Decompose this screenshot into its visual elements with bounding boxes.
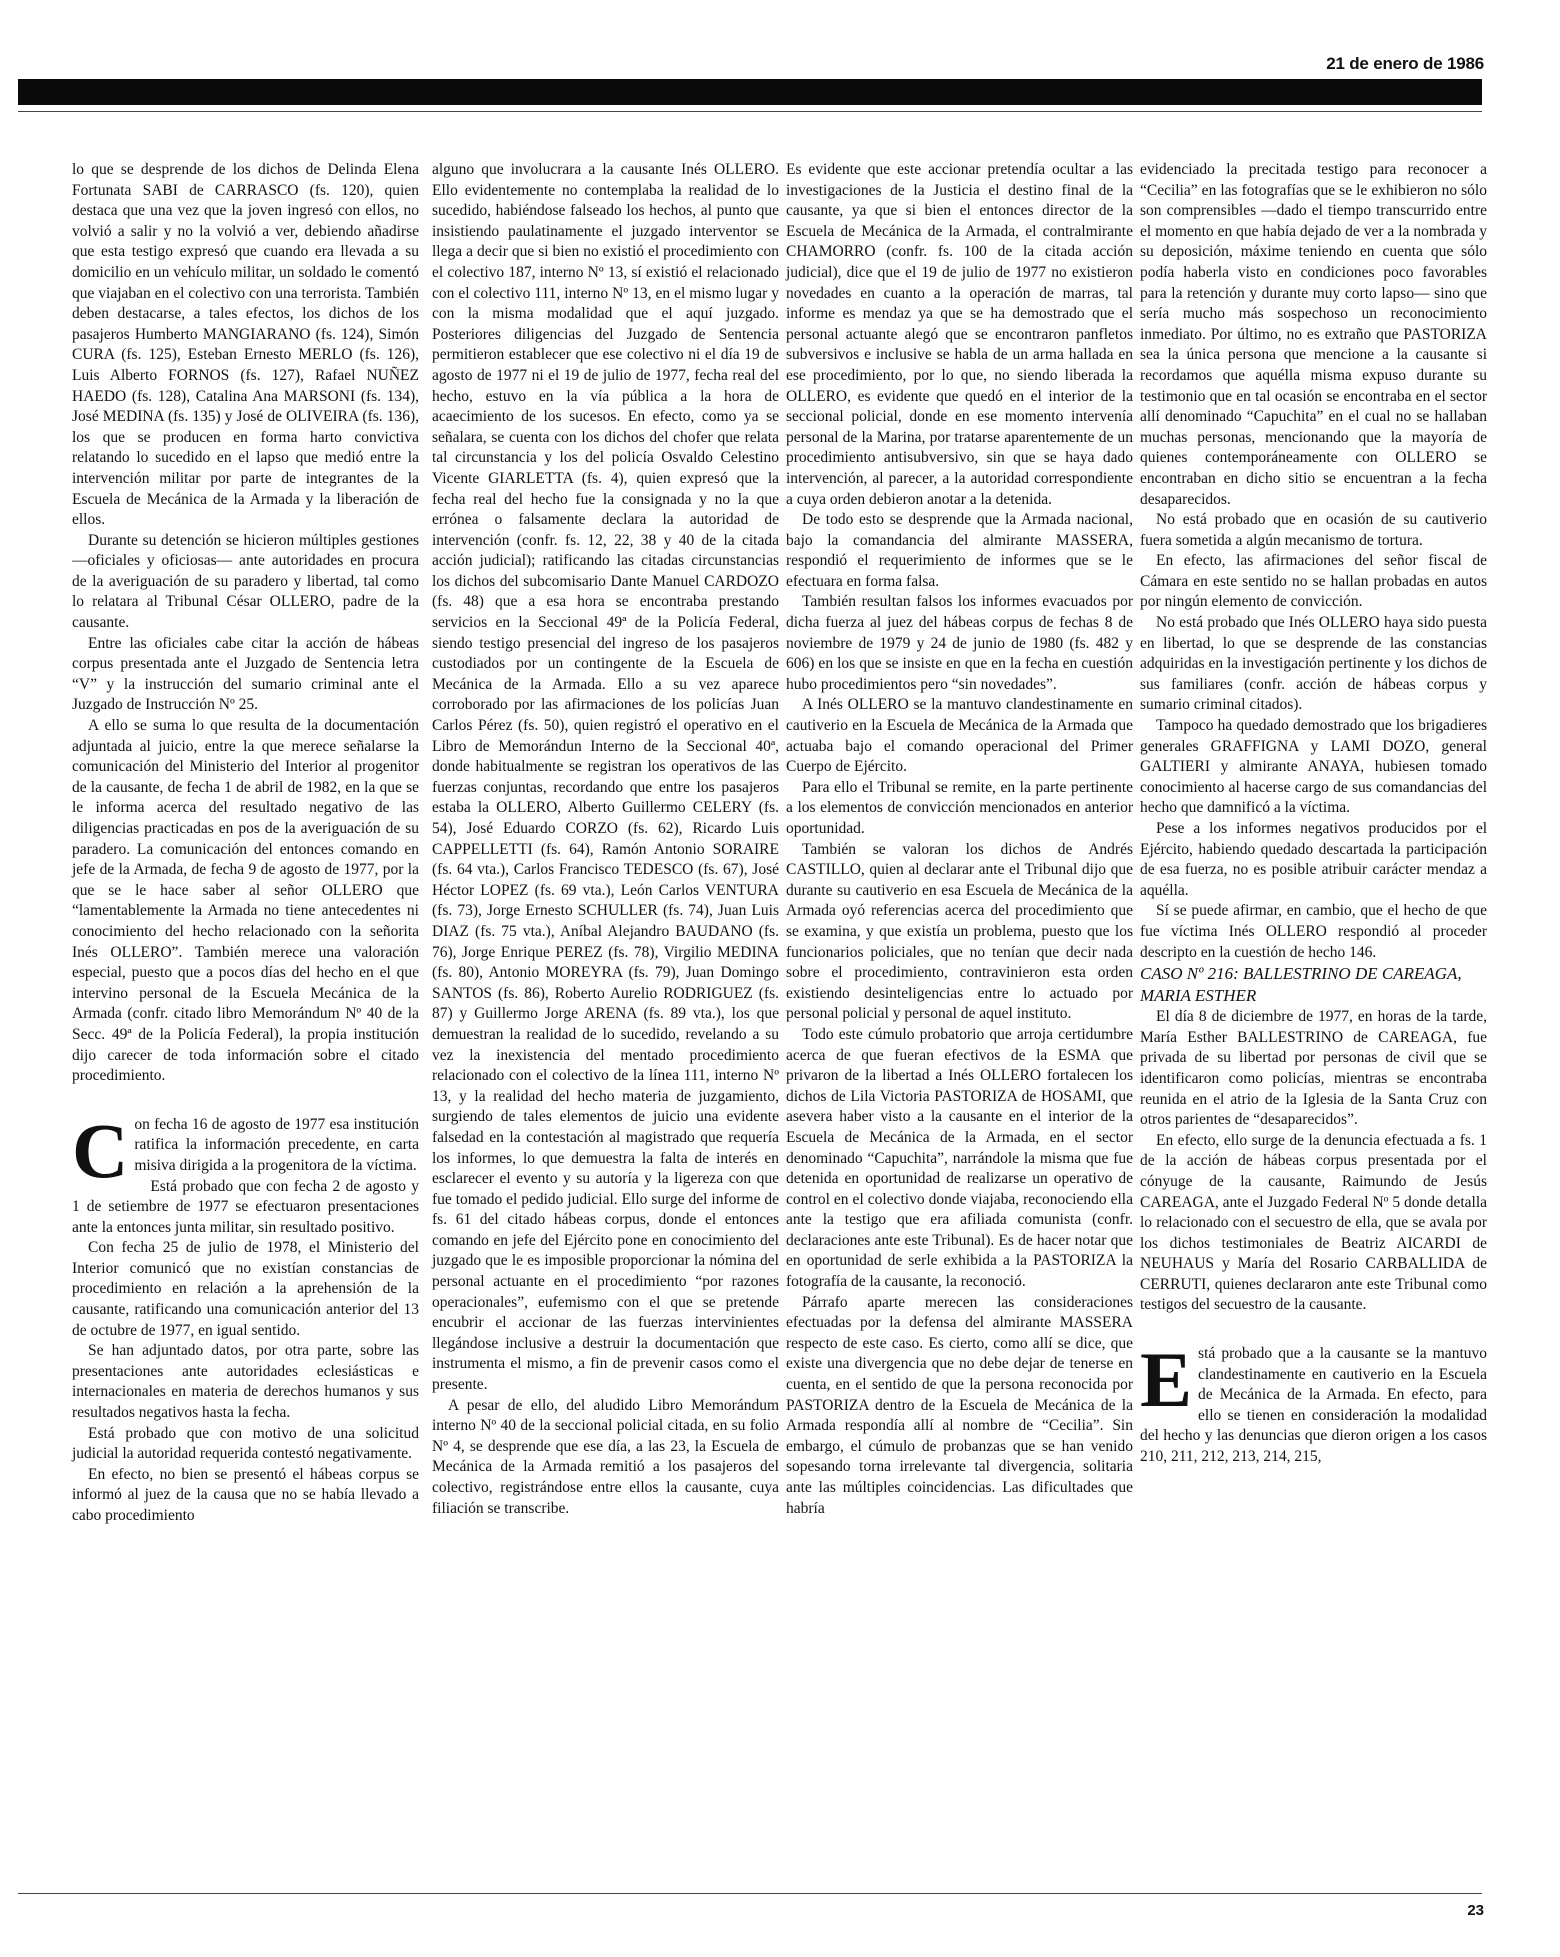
paragraph: Está probado que con fecha 2 de agosto y 1 de setiembre de 1977 se efectuaron presentaciones ante la entonces junta militar, sin resultado positivo.	[72, 1177, 419, 1236]
text-column-3	[786, 160, 1133, 1519]
continued-paragraph: evidenciado la precitada testigo para reconocer a “Cecilia” en las fotografías que se le exhibieron no sólo son comprensibles —dado el tiempo transcurrido entre el momento en que había dejado de ver a la nombrada y su deposición, máxime teniendo en cuenta que sólo podía haberla visto en condiciones poco favorables para la retención y durante muy corto lapso— sino que sería mucho más sospechoso un reconocimiento inmediato. Por último, no es extraño que PASTORIZA sea la única persona que mencione a la causante si recordamos que aquélla misma expuso durante su testimonio que en tal ocasión se encontraba en el sector allí denominado “Capuchita” en el cual no se hallaban muchas personas, mencionando que la mayoría de quienes contemporáneamente con OLLERO se encontraban en dicho sitio se encuentran a la fecha desaparecidos.	[1140, 161, 1487, 508]
paragraph: Durante su detención se hicieron múltiples gestiones —oficiales y oficiosas— ante autoridades en procura de la averiguación de su paradero y libertad, tal como lo relatara al Tribunal César OLLERO, padre de la causante.	[72, 531, 419, 632]
paragraph: A pesar de ello, del aludido Libro Memorándum interno Nº 40 de la seccional policial citada, en su folio Nº 4, se desprende que ese día, a las 23, la Escuela de Mecánica de la Armada remitió a los pasajeros del colectivo, registrándose entre ellos la causante, cuya filiación se transcribe.	[432, 1396, 779, 1517]
paragraph: Para ello el Tribunal se remite, en la parte pertinente a los elementos de convicción mencionados en anterior oportunidad.	[786, 778, 1133, 837]
paragraph: A Inés OLLERO se la mantuvo clandestinamente en cautiverio en la Escuela de Mecánica de la Armada que actuaba bajo el comando operacional del Primer Cuerpo de Ejército.	[786, 696, 1133, 776]
paragraph: El día 8 de diciembre de 1977, en horas de la tarde, María Esther BALLESTRINO de CAREAGA, fue privada de su libertad por personas de civil que se identificaron como policías, mientras se encontraba reunida en el atrio de la Iglesia de la Santa Cruz con otros parientes de “desaparecidos”.	[1140, 1008, 1487, 1129]
drop-cap-letter: C	[72, 1106, 129, 1194]
header-rule	[18, 111, 1482, 112]
paragraph-text: stá probado que a la causante se la mantuvo clandestinamente en cautiverio en la Escuela de Mecánica de la Armada. En efecto, para ello se tienen en consideración la modalidad del hecho y las denuncias que dieron origen a los casos 210, 211, 212, 213, 214, 215,	[1140, 1345, 1487, 1466]
paragraph: También resultan falsos los informes evacuados por dicha fuerza al juez del hábeas corpus de fechas 8 de noviembre de 1979 y 24 de junio de 1980 (fs. 482 y 606) en los que se insiste en que en la fecha en cuestión hubo procedimientos pero “sin novedades”.	[786, 593, 1133, 693]
dropcap-paragraph	[1140, 1336, 1487, 1468]
text-column-2	[432, 160, 779, 1519]
continued-paragraph: lo que se desprende de los dichos de Delinda Elena Fortunata SABI de CARRASCO (fs. 120), quien destaca que una vez que la joven ingresó con ellos, no volvió a salir y no la volvió a ver, debiendo añadirse que esta testigo expresó que cuando era llevada a su domicilio en un vehículo militar, un soldado le comentó que viajaban en el colectivo con una terrorista. También deben destacarse, a tales efectos, los dichos de los pasajeros Humberto MANGIARANO (fs. 124), Simón CURA (fs. 125), Esteban Ernesto MERLO (fs. 126), Luis Alberto FORNOS (fs. 127), Rafael NUÑEZ HAEDO (fs. 128), Catalina Ana MARSONI (fs. 134), José MEDINA (fs. 135) y José de OLIVEIRA (fs. 136), los que se producen en forma harto convictiva relatando lo sucedido en el lapso que medió entre la intervención militar por parte de integrantes de la Escuela de Mecánica de la Armada y la liberación de ellos.	[72, 161, 419, 529]
footer-rule	[18, 1893, 1482, 1894]
paragraph: De todo esto se desprende que la Armada nacional, bajo la comandancia del almirante MASSERA, respondió el requerimiento de informes que se le efectuara en forma falsa.	[786, 511, 1133, 590]
paragraph: En efecto, ello surge de la denuncia efectuada a fs. 1 de la acción de hábeas corpus presentada por el cónyuge de la causante, Raimundo de Jesús CAREAGA, ante el Juzgado Federal Nº 5 donde detalla lo relacionado con el secuestro de ella, que se avala por los dichos testimoniales de Beatriz AICARDI de NEUHAUS y María del Rosario CARBALLIDA de CERRUTI, quienes declararon ante este Tribunal como testigos del secuestro de la causante.	[1140, 1131, 1488, 1314]
paragraph: Pese a los informes negativos producidos por el Ejército, habiendo quedado descartada la participación de esa fuerza, no es posible atribuir carácter mendaz a aquélla.	[1140, 820, 1487, 899]
paragraph: También se valoran los dichos de Andrés CASTILLO, quien al declarar ante el Tribunal dijo que durante su cautiverio en esa Escuela de Mecánica de la Armada oyó referencias acerca del procedimiento que se examina, y que existía un problema, puesto que los funcionarios policiales, que no tenían que decir nada sobre el procedimiento, contravinieron esta orden existiendo desinteligencias entre lo actuado por personal policial y personal de aquel instituto.	[786, 840, 1133, 1023]
header-bar	[18, 79, 1482, 105]
paragraph: A ello se suma lo que resulta de la documentación adjuntada al juicio, entre la que merece señalarse la comunicación del Ministerio del Interior al progenitor de la causante, de fecha 1 de abril de 1982, en la que se le informa acerca del resultado negativo de las diligencias practicadas en pos de la averiguación de su paradero. La comunicación del entonces comando en jefe de la Armada, de fecha 9 de agosto de 1977, por la que se le hace saber al señor OLLERO que “lamentablemente la Armada no tiene antecedentes ni conocimiento del hecho relacionado con la señorita Inés OLLERO”. También merece una valoración especial, puesto que a pocos días del hecho en el que intervino personal de la Escuela Mecánica de la Armada (confr. citado libro Memorándum Nº 40 de la Secc. 49ª de la Policía Federal), la propia institución dijo carecer de toda información sobre el citado procedimiento.	[72, 717, 419, 1085]
continued-paragraph: Es evidente que este accionar pretendía ocultar a las investigaciones de la Justicia el destino final de la causante, ya que si bien el entonces director de la Escuela de Mecánica de la Armada, el contralmirante CHAMORRO (confr. fs. 100 de la citada acción judicial), dice que el 19 de julio de 1977 no existieron novedades en cuanto a la operación de marras, tal informe es mendaz ya que se ha demostrado que el personal actuante alegó que se encontraron panfletos subversivos e inclusive se habla de un arma hallada en ese procedimiento, por lo que, no siendo liberada la OLLERO, es evidente que quedó en el interior de la seccional policial, donde en ese momento intervenía personal de la Marina, por tratarse aparentemente de un procedimiento antisubversivo, sin que se haya dado intervención, al parecer, a la autoridad correspondiente a cuya orden debieron anotar a la detenida.	[786, 161, 1133, 508]
paragraph: No está probado que Inés OLLERO haya sido puesta en libertad, lo que se desprende de las constancias adquiridas en la investigación pertinente y los dichos de sus familiares (confr. acción de hábeas corpus y sumario criminal citados).	[1140, 614, 1487, 714]
paragraph: Se han adjuntado datos, por otra parte, sobre las presentaciones ante autoridades eclesiásticas e internacionales en materia de derechos humanos y sus resultados negativos hasta la fecha.	[72, 1342, 419, 1422]
paragraph: Sí se puede afirmar, en cambio, que el hecho de que fue víctima Inés OLLERO respondió al proceder descripto en la cuestión de hecho 146.	[1140, 902, 1487, 961]
paragraph: Tampoco ha quedado demostrado que los brigadieres generales GRAFFIGNA y LAMI DOZO, general GALTIERI y almirante ANAYA, hubiesen tomado conocimiento al hacerse cargo de sus comandancias del hecho que damnificó a la víctima.	[1140, 717, 1487, 817]
drop-cap-letter: E	[1140, 1336, 1193, 1424]
paragraph: Párrafo aparte merecen las consideraciones efectuadas por la defensa del almirante MASSERA respecto de este caso. Es cierto, como allí se dice, que existe una divergencia que no debe dejar de tenerse en cuenta, en el sentido de que la persona reconocida por PASTORIZA dentro de la Escuela de Mecánica de la Armada respondía allí al nombre de “Cecilia”. Sin embargo, el cúmulo de probanzas que se han venido sopesando torna irrelevante tal divergencia, solitaria ante las múltiples coincidencias. Las dificultades que habría	[786, 1293, 1133, 1517]
paragraph: En efecto, no bien se presentó el hábeas corpus se informó al juez de la causa que no se había llevado a cabo procedimiento	[72, 1465, 419, 1524]
page-number: 23	[1467, 1902, 1484, 1919]
paragraph-text: on fecha 16 de agosto de 1977 esa institución ratifica la información precedente, en carta misiva dirigida a la progenitora de la víctima.	[134, 1115, 419, 1174]
paragraph: Todo este cúmulo probatorio que arroja certidumbre acerca de que fueran efectivos de la ESMA que privaron de la libertad a Inés OLLERO fortalecen los dichos de Lila Victoria PASTORIZA de HOSAMI, que asevera haber visto a la causante en el interior de la Escuela de Mecánica de la Armada, en el sector denominado “Capuchita”, narrándole la misma que fue detenida en oportunidad de realizarse un operativo de control en el colectivo donde viajaba, reconociendo ella ante la testigo que era afiliada comunista (confr. declaraciones ante este Tribunal). Es de hacer notar que en oportunidad de serle exhibida a la PASTORIZA la fotografía de la causante, la reconoció.	[786, 1025, 1133, 1291]
issue-date: 21 de enero de 1986	[1326, 54, 1484, 73]
paragraph: Entre las oficiales cabe citar la acción de hábeas corpus presentada ante el Juzgado de Sentencia letra “V” y la instrucción del sumario criminal ante el Juzgado de Instrucción Nº 25.	[72, 634, 419, 714]
text-column-1	[72, 160, 419, 1527]
dropcap-paragraph	[72, 1106, 419, 1194]
case-heading: CASO Nº 216: BALLESTRINO DE CAREAGA, MARIA ESTHER	[1140, 964, 1462, 1006]
paragraph: En efecto, las afirmaciones del señor fiscal de Cámara en este sentido no se hallan probadas en autos por ningún elemento de convicción.	[1140, 552, 1487, 611]
text-column-4	[1140, 160, 1487, 1468]
paragraph: Con fecha 25 de julio de 1978, el Ministerio del Interior comunicó que no existían constancias de procedimiento en relación a la aprehensión de la causante, ratificando una comunicación anterior del 13 de octubre de 1977, en igual sentido.	[72, 1239, 419, 1339]
paragraph: No está probado que en ocasión de su cautiverio fuera sometida a algún mecanismo de tortura.	[1140, 511, 1487, 549]
continued-paragraph: alguno que involucrara a la causante Inés OLLERO. Ello evidentemente no contemplaba la realidad de lo sucedido, habiéndose falseado los hechos, al punto que insistiendo paulatinamente el juzgado interventor se llega a decir que si bien no existió el procedimiento con el colectivo 187, interno Nº 13, sí existió el relacionado con el colectivo 111, interno Nº 13, en el mismo lugar y con la misma modalidad que el aquí juzgado. Posteriores diligencias del Juzgado de Sentencia permitieron establecer que ese colectivo ni el día 19 de agosto de 1977 ni el 19 de julio de 1977, fecha real del hecho, estuvo en la vía pública a la hora de acaecimiento de los sucesos. En efecto, como ya se señalara, se cuenta con los dichos del chofer que relata tal circunstancia y los del policía Osvaldo Celestino Vicente GIARLETTA (fs. 4), quien expresó que la fecha real del hecho fue la consignada y no la que errónea o falsamente declara la autoridad de intervención (confr. fs. 12, 22, 38 y 40 de la citada acción judicial); ratificando las citadas circunstancias los dichos del subcomisario Dante Manuel CARDOZO (fs. 48) que a esa hora se encontraba prestando servicios en la Seccional 49ª de la Policía Federal, siendo testigo presencial del ingreso de los pasajeros custodiados por un contingente de la Escuela de Mecánica de la Armada. Ello a su vez aparece corroborado por las afirmaciones de los policías Juan Carlos Pérez (fs. 50), quien registró el operativo en el Libro de Memorándun Interno de la Seccional 40ª, donde habitualmente se registran los operativos de las fuerzas conjuntas, recordando que entre los pasajeros estaba la OLLERO, Alberto Guillermo CELERY (fs. 54), José Eduardo CORZO (fs. 62), Ricardo Luis CAPPELLETTI (fs. 64), Ramón Antonio SORAIRE (fs. 64 vta.), Carlos Francisco TEDESCO (fs. 67), José Héctor LOPEZ (fs. 69 vta.), León Carlos VENTURA (fs. 73), Jorge Ernesto SCHULLER (fs. 74), Juan Luis DIAZ (fs. 75 vta.), Aníbal Alejandro BAUDANO (fs. 76), Jorge Enrique PEREZ (fs. 78), Virgilio MEDINA (fs. 80), Antonio MOREYRA (fs. 79), Juan Domingo SANTOS (fs. 86), Roberto Aurelio RODRIGUEZ (fs. 87) y Guillermo Jorge ARENA (fs. 89 vta.), los que demuestran la realidad de lo sucedido, revelando a su vez la inexistencia del mentado procedimiento relacionado con el colectivo de la línea 111, interno Nº 13, y la realidad del hecho materia de juzgamiento, surgiendo de tales elementos de juicio una evidente falsedad en la contestación al magistrado que requería los informes, lo que demuestra la falta de interés en esclarecer el evento y su autoría y la ligereza con que fue tomado el pedido judicial. Ello surge del informe de fs. 61 del citado hábeas corpus, donde el entonces comando en jefe del Ejército pone en conocimiento del juzgado que le es imposible proporcionar la nómina del personal actuante en el procedimiento “por razones operacionales”, eufemismo con el que se pretende encubrir el accionar de las fuerzas intervinientes llegándose inclusive a destruir la documentación que instrumenta el mismo, a fin de prevenir casos como el presente.	[432, 161, 779, 1394]
paragraph: Está probado que con motivo de una solicitud judicial la autoridad requerida contestó negativamente.	[72, 1424, 419, 1463]
